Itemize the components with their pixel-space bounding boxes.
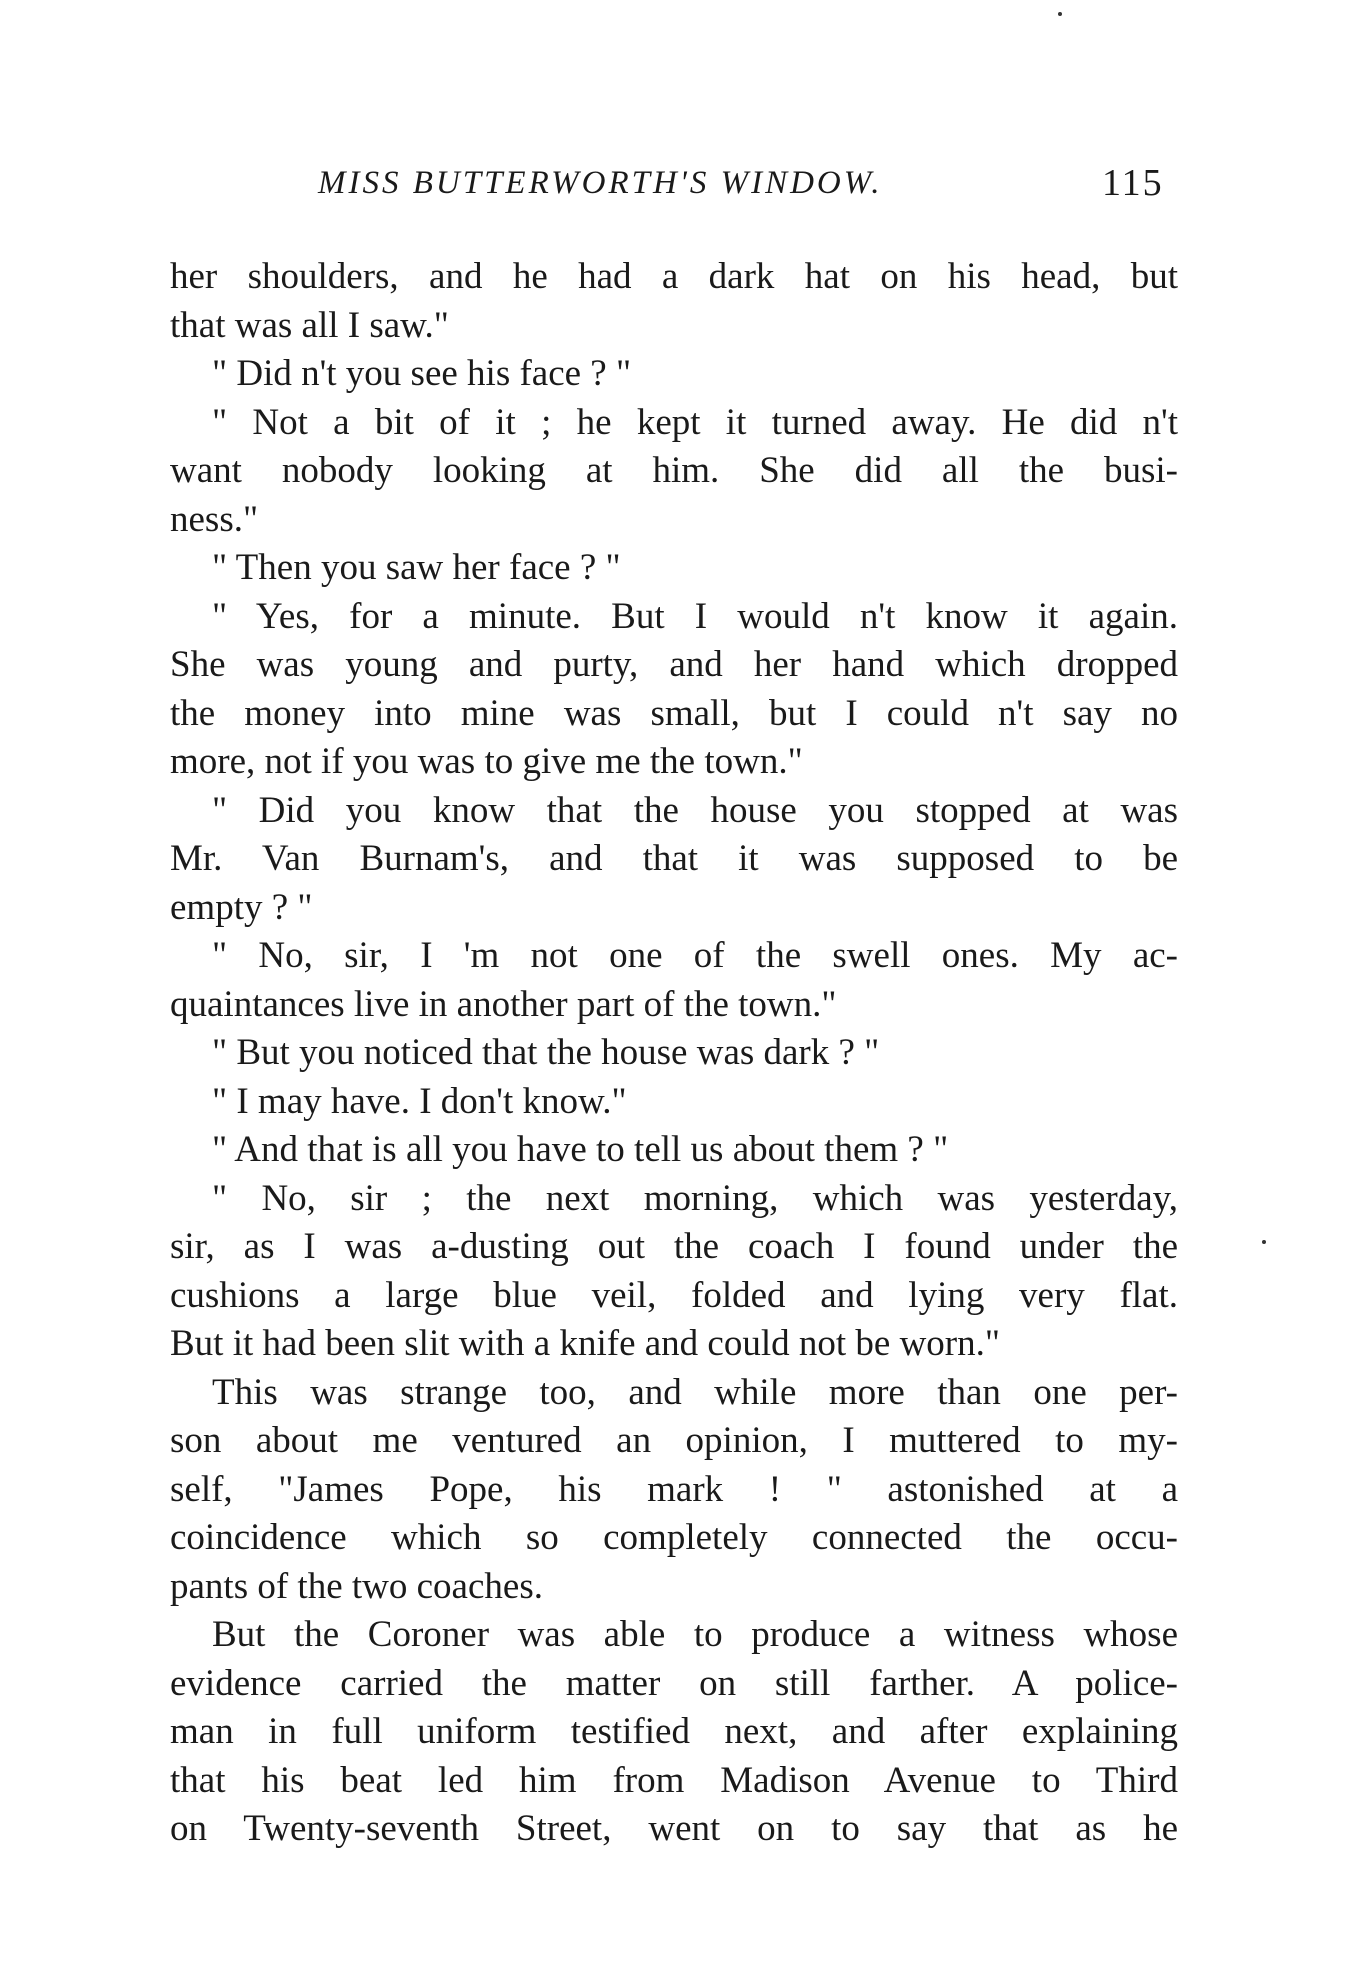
text-line: She was young and purty, and her hand which dropped (170, 644, 1178, 685)
text-line: man in full uniform testified next, and after explaining (170, 1711, 1178, 1752)
print-speck (1262, 1240, 1266, 1244)
text-line: her shoulders, and he had a dark hat on his head, but (170, 256, 1178, 297)
text-line: that his beat led him from Madison Avenue to Third (170, 1759, 1178, 1801)
text-line: quaintances live in another part of the town." (170, 983, 837, 1025)
text-line: son about me ventured an opinion, I muttered to my- (170, 1420, 1178, 1461)
text-line: " Then you saw her face ? " (212, 547, 621, 588)
text-line: " And that is all you have to tell us about them ? " (212, 1129, 949, 1170)
text-line: want nobody looking at him. She did all the busi- (170, 450, 1178, 491)
text-line: But it had been slit with a knife and could not be worn." (170, 1323, 1000, 1364)
text-line: " I may have. I don't know." (212, 1080, 627, 1122)
text-line: " Not a bit of it ; he kept it turned away. He did n't (212, 401, 1178, 443)
print-speck (1058, 12, 1062, 16)
text-line: that was all I saw." (170, 304, 449, 346)
text-line: Mr. Van Burnam's, and that it was supposed to be (170, 838, 1178, 879)
text-line: cushions a large blue veil, folded and lying very flat. (170, 1274, 1178, 1316)
text-line: on Twenty-seventh Street, went on to say that as he (170, 1808, 1178, 1849)
text-line: empty ? " (170, 886, 313, 928)
text-line: " But you noticed that the house was dark ? " (212, 1032, 880, 1073)
text-line: more, not if you was to give me the town." (170, 741, 803, 782)
text-line: " Did you know that the house you stopped at was (212, 789, 1178, 831)
text-line: self, "James Pope, his mark ! " astonished at a (170, 1468, 1178, 1510)
text-line: " Yes, for a minute. But I would n't know it again. (212, 595, 1178, 637)
text-line: " Did n't you see his face ? " (212, 353, 632, 394)
text-line: ness." (170, 498, 259, 540)
text-line: evidence carried the matter on still farther. A police- (170, 1662, 1178, 1704)
text-line: the money into mine was small, but I could n't say no (170, 692, 1178, 734)
text-line: " No, sir, I 'm not one of the swell ones. My ac- (212, 935, 1178, 976)
text-line: coincidence which so completely connected the occu- (170, 1517, 1178, 1558)
text-line: " No, sir ; the next morning, which was yesterday, (212, 1177, 1178, 1219)
text-line: But the Coroner was able to produce a witness whose (212, 1614, 1178, 1655)
page-number: 115 (1102, 162, 1164, 204)
text-line: pants of the two coaches. (170, 1565, 543, 1607)
running-title: MISS BUTTERWORTH'S WINDOW. (318, 165, 883, 201)
body-text (170, 253, 1178, 1854)
text-line: This was strange too, and while more than one per- (212, 1371, 1178, 1413)
text-line: sir, as I was a-dusting out the coach I found under the (170, 1226, 1178, 1267)
